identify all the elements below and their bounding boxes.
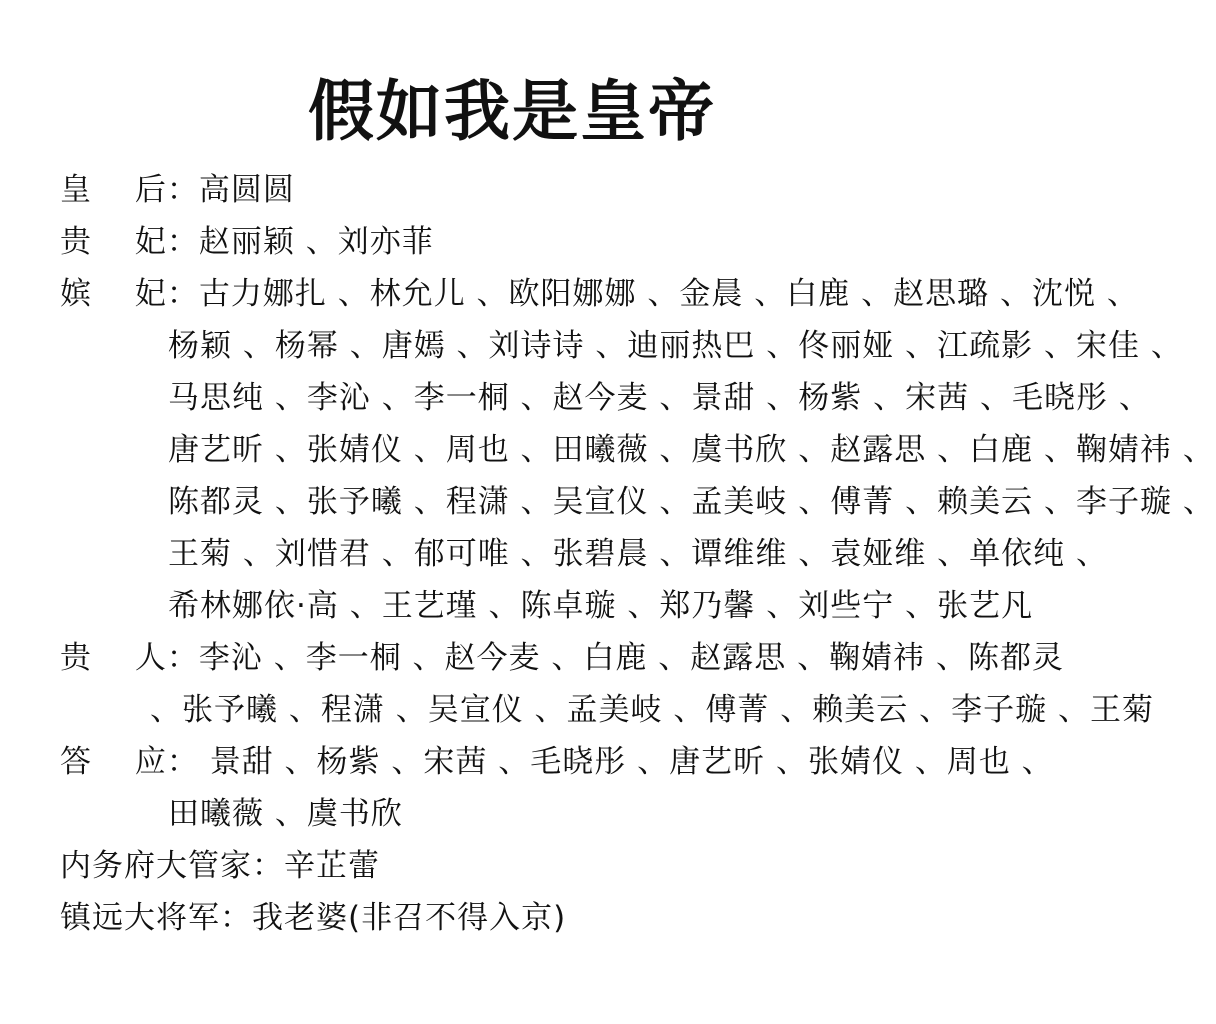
text-line-noble-lady: 贵 人：李沁 、李一桐 、赵今麦 、白鹿 、赵露思 、鞠婧祎 、陈都灵 [60,640,1064,676]
text-line-consort-cont: 唐艺昕 、张婧仪 、周也 、田曦薇 、虞书欣 、赵露思 、白鹿 、鞠婧祎 、 [168,432,1215,468]
page-title: 假如我是皇帝 [308,73,716,150]
text-line-noble-lady-cont: 、张予曦 、程潇 、吴宣仪 、孟美岐 、傅菁 、赖美云 、李子璇 、王菊 [150,692,1154,728]
text-line-consort-cont: 陈都灵 、张予曦 、程潇 、吴宣仪 、孟美岐 、傅菁 、赖美云 、李子璇 、 [168,484,1215,520]
text-line-general: 镇远大将军：我老婆(非召不得入京) [60,900,567,936]
text-line-attendant-cont: 田曦薇 、虞书欣 [168,796,403,832]
text-line-steward: 内务府大管家：辛芷蕾 [60,848,380,884]
text-line-noble-consort: 贵 妃：赵丽颖 、刘亦菲 [60,224,434,260]
text-line-consort-cont: 马思纯 、李沁 、李一桐 、赵今麦 、景甜 、杨紫 、宋茜 、毛晓彤 、 [168,380,1151,416]
text-line-empress: 皇 后：高圆圆 [60,172,295,208]
text-line-consort: 嫔 妃：古力娜扎 、林允儿 、欧阳娜娜 、金晨 、白鹿 、赵思璐 、沈悦 、 [60,276,1139,312]
text-line-consort-cont: 杨颖 、杨幂 、唐嫣 、刘诗诗 、迪丽热巴 、佟丽娅 、江疏影 、宋佳 、 [168,328,1183,364]
text-line-consort-cont: 王菊 、刘惜君 、郁可唯 、张碧晨 、谭维维 、袁娅维 、单依纯 、 [168,536,1108,572]
text-line-attendant: 答 应： 景甜 、杨紫 、宋茜 、毛晓彤 、唐艺昕 、张婧仪 、周也 、 [60,744,1054,780]
text-line-consort-cont: 希林娜依·高 、王艺瑾 、陈卓璇 、郑乃馨 、刘些宁 、张艺凡 [168,588,1034,624]
